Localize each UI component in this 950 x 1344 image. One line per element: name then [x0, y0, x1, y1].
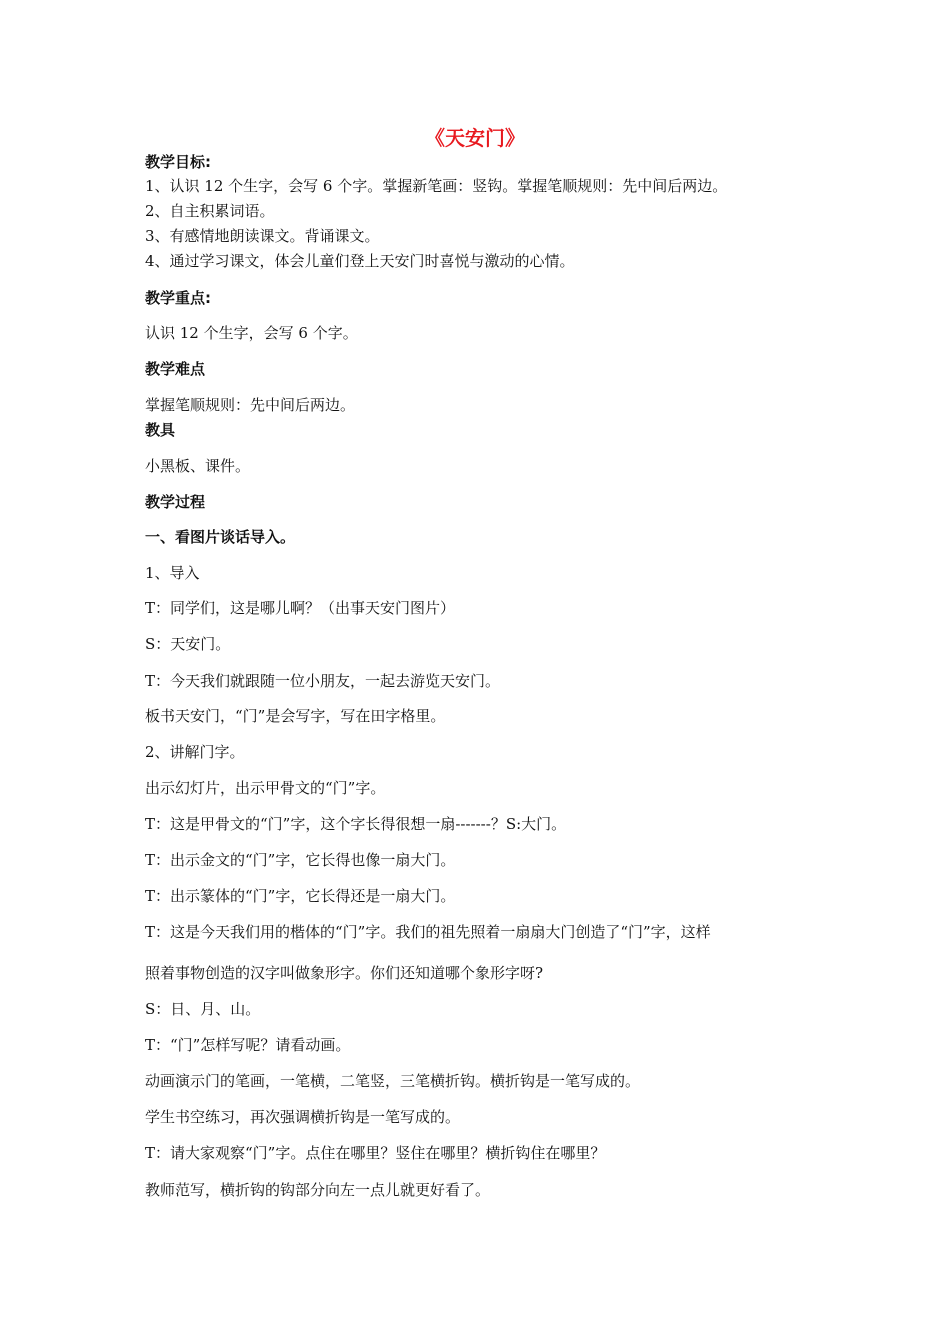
process-line: T：请大家观察“门”字。点住在哪里？竖住在哪里？横折钩住在哪里？ [145, 1144, 606, 1162]
process-line: T：出示篆体的“门”字，它长得还是一扇大门。 [145, 887, 456, 905]
process-line: T：出示金文的“门”字，它长得也像一扇大门。 [145, 851, 456, 869]
section-heading: 一、看图片谈话导入。 [145, 528, 296, 546]
process-line: 板书天安门，“门”是会写字，写在田字格里。 [145, 707, 446, 725]
tools-heading: 教具 [145, 421, 176, 439]
process-line: T：今天我们就跟随一位小朋友，一起去游览天安门。 [145, 672, 501, 690]
tools-text: 小黑板、课件。 [145, 457, 251, 475]
objective-item: 2、自主积累词语。 [145, 202, 275, 220]
process-line: 1、导入 [145, 564, 200, 582]
process-line: T：这是今天我们用的楷体的“门”字。我们的祖先照着一扇扇大门创造了“门”字，这样 [145, 923, 711, 941]
process-line: S：日、月、山。 [145, 1000, 261, 1018]
process-line: 动画演示门的笔画，一笔横，二笔竖，三笔横折钩。横折钩是一笔写成的。 [145, 1072, 641, 1090]
process-line: T：同学们，这是哪儿啊？（出事天安门图片） [145, 599, 456, 617]
objective-item: 1、认识 12 个生字，会写 6 个字。掌握新笔画：竖钩。掌握笔顺规则：先中间后两边。 [145, 177, 728, 195]
objective-item: 4、通过学习课文，体会儿童们登上天安门时喜悦与激动的心情。 [145, 252, 575, 270]
process-line: T：这是甲骨文的“门”字，这个字长得很想一扇-------？S:大门。 [145, 815, 567, 833]
process-heading: 教学过程 [145, 493, 206, 511]
process-line: 照着事物创造的汉字叫做象形字。你们还知道哪个象形字呀? [145, 964, 544, 982]
objective-item: 3、有感情地朗读课文。背诵课文。 [145, 227, 380, 245]
key-points-heading: 教学重点: [145, 289, 211, 307]
process-line: 出示幻灯片，出示甲骨文的“门”字。 [145, 779, 386, 797]
process-line: T：“门”怎样写呢？请看动画。 [145, 1036, 351, 1054]
process-line: 教师范写，横折钩的钩部分向左一点儿就更好看了。 [145, 1181, 491, 1199]
key-points-text: 认识 12 个生字，会写 6 个字。 [145, 324, 358, 342]
process-line: 学生书空练习，再次强调横折钩是一笔写成的。 [145, 1108, 461, 1126]
difficulty-text: 掌握笔顺规则：先中间后两边。 [145, 396, 356, 414]
document-title: 《天安门》 [425, 126, 525, 150]
process-line: S：天安门。 [145, 635, 231, 653]
objectives-heading: 教学目标: [145, 153, 211, 171]
process-line: 2、讲解门字。 [145, 743, 245, 761]
difficulty-heading: 教学难点 [145, 360, 206, 378]
